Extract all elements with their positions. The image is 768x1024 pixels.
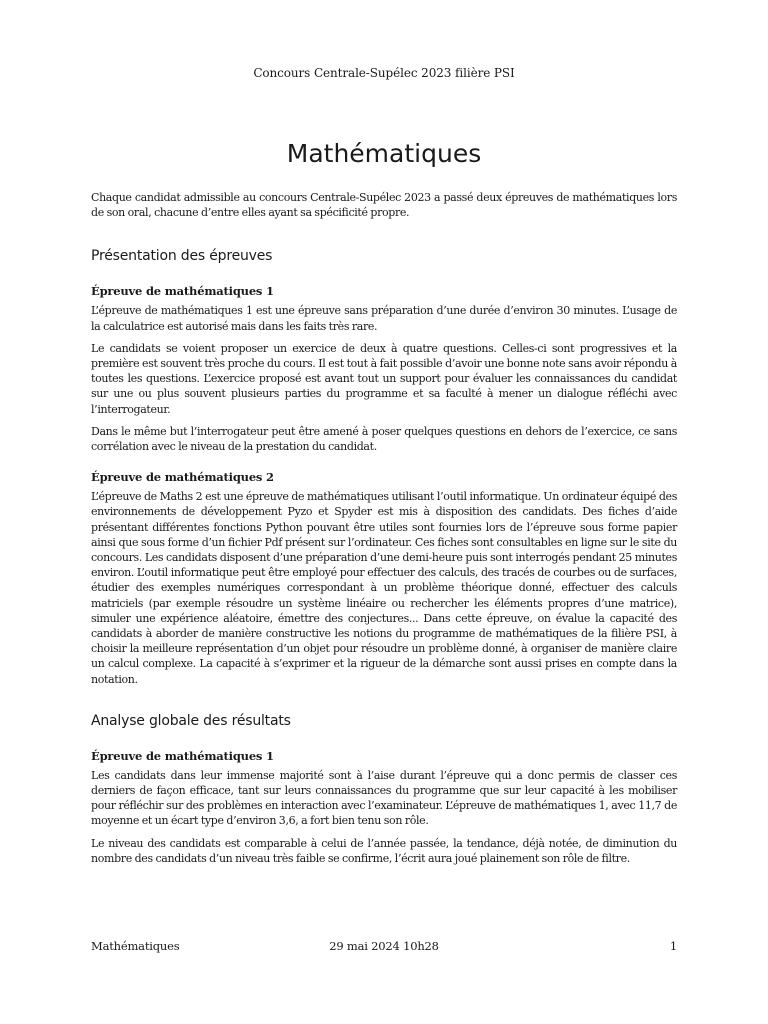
footer-date: 29 mai 2024 10h28 bbox=[329, 939, 439, 953]
subsection-heading-maths2: Épreuve de mathématiques 2 bbox=[91, 470, 274, 485]
paragraph: Le candidats se voient proposer un exercice de deux à quatre questions. Celles-ci sont progressives et la première est souvent très proche du cours. Il est tout à fait possible d’avoir une bonne note sans avoir répondu à toutes les questions. L’exercice proposé est avant tout un support pour évaluer les connaissances du candidat sur une ou plus souvent plusieurs parties du programme et sa faculté à mener un dialogue réfléchi avec l’interrogateur. bbox=[91, 341, 677, 416]
footer-subject: Mathématiques bbox=[91, 939, 180, 953]
paragraph: L’épreuve de Maths 2 est une épreuve de mathématiques utilisant l’outil informatique. Un ordinateur équipé des environnements de développement Pyzo et Spyder est mis à disposition des candidats. Des fiches d’aide présentant différentes fonctions Python pouvant être utiles sont fournies lors de l’épreuve sous forme papier ainsi que sous forme d’un fichier Pdf présent sur l’ordinateur. Ces fiches sont consultables en ligne sur le site du concours. Les candidats disposent d’une préparation d’une demi-heure puis sont interrogés pendant 25 minutes environ. L’outil informatique peut être employé pour effectuer des calculs, des tracés de courbes ou de surfaces, étudier des exemples numériques correspondant à un problème théorique donné, effectuer des calculs matriciels (par exemple résoudre un système linéaire ou rechercher les éléments propres d’une matrice), simuler une expérience aléatoire, émettre des conjectures... Dans cette épreuve, on évalue la capacité des candidats à aborder de manière constructive les notions du programme de mathématiques de la filière PSI, à choisir la meilleure représentation d’un objet pour résoudre un problème donné, à organiser de manière claire un calcul complexe. La capacité à s’exprimer et la rigueur de la démarche sont aussi prises en compte dans la notation. bbox=[91, 490, 677, 686]
page-title: Mathématiques bbox=[286, 139, 482, 168]
subsection-heading-analyse-maths1: Épreuve de mathématiques 1 bbox=[91, 748, 274, 763]
section-heading-analyse: Analyse globale des résultats bbox=[91, 712, 291, 729]
paragraph: Les candidats dans leur immense majorité sont à l’aise durant l’épreuve qui a donc permis de classer ces derniers de façon efficace, tant sur leurs connaissances du programme que sur leur capacité à les mobiliser pour réfléchir sur des problèmes en interaction avec l’examinateur. L’épreuve de mathématiques 1, avec 11,7 de moyenne et un écart type d’environ 3,6, a fort bien tenu son rôle. bbox=[91, 768, 677, 828]
subsection-heading-maths1: Épreuve de mathématiques 1 bbox=[91, 284, 274, 299]
paragraph: Dans le même but l’interrogateur peut être amené à poser quelques questions en dehors de l’exercice, ce sans corrélation avec le niveau de la prestation du candidat. bbox=[91, 424, 677, 454]
paragraph: Le niveau des candidats est comparable à celui de l’année passée, la tendance, déjà notée, de diminution du nombre des candidats d’un niveau très faible se confirme, l’écrit aura joué plainement son rôle de filtre. bbox=[91, 836, 677, 865]
section-heading-presentation: Présentation des épreuves bbox=[91, 248, 273, 265]
document-body bbox=[91, 190, 677, 873]
page-header: Concours Centrale-Supélec 2023 filière PSI bbox=[253, 66, 515, 80]
page-number: 1 bbox=[669, 939, 677, 953]
intro-paragraph: Chaque candidat admissible au concours Centrale-Supélec 2023 a passé deux épreuves de mathématiques lors de son oral, chacune d’entre elles ayant sa spécificité propre. bbox=[91, 191, 677, 220]
page-footer bbox=[91, 939, 677, 955]
paragraph: L’épreuve de mathématiques 1 est une épreuve sans préparation d’une durée d’environ 30 minutes. L’usage de la calculatrice est autorisé mais dans les faits très rare. bbox=[91, 304, 677, 333]
